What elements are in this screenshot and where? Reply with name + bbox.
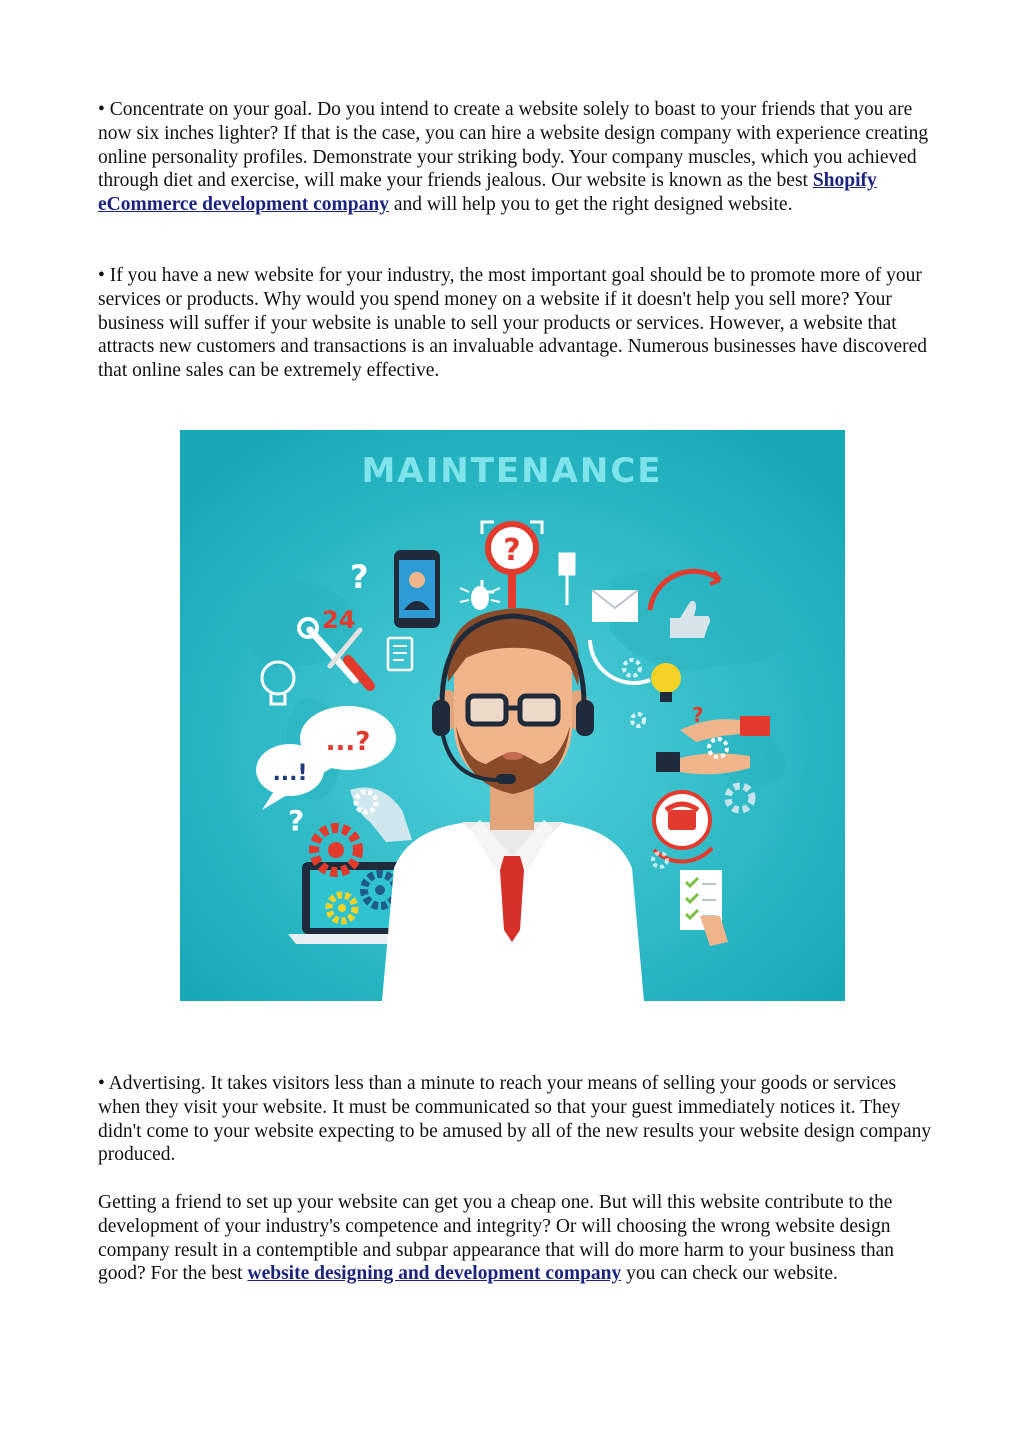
speech-bubble-question-text: ...? (325, 727, 371, 757)
magnifier-question-mark: ? (503, 533, 521, 568)
maintenance-illustration (180, 430, 845, 1001)
maintenance-title: MAINTENANCE (361, 451, 663, 491)
paragraph-cheap-text-after: you can check our website. (621, 1263, 838, 1285)
website-design-development-link[interactable]: website designing and development company (247, 1263, 622, 1285)
paragraph-cheap-website (98, 1191, 932, 1286)
paragraph-goal (98, 98, 932, 217)
paragraph-advertising: • Advertising. It takes visitors less than a minute to reach your means of selling your goods or services when they visit your website. It must be communicated so that your guest immediately notices it. They didn't come to your website expecting to be amused by all of the new results your website design company produced. (98, 1073, 932, 1166)
hands-question-mark: ? (692, 703, 704, 727)
shopify-ecommerce-link[interactable]: Shopify eCommerce development company (98, 170, 877, 216)
question-mark-lower: ? (288, 804, 305, 837)
number-24: 24 (322, 606, 356, 634)
smartphone-icon (394, 550, 440, 628)
question-mark-left: ? (350, 558, 369, 596)
speech-bubble-exclaim-text: ...! (272, 761, 308, 786)
paragraph-cheap-text-before: Getting a friend to set up your website can get you a cheap one. But will this website contribute to the development of your industry's competence and integrity? Or will choosing the wrong website design company result in a contemptible and subpar appearance that will do more harm to your business than good? For the best (98, 1192, 895, 1285)
paragraph-goal-text-after: and will help you to get the right designed website. (389, 194, 793, 216)
paragraph-promote: • If you have a new website for your industry, the most important goal should be to promote more of your services or products. Why would you spend money on a website if it doesn't help you sell more? Your business will suffer if your website is unable to sell your products or services. However, a website that attracts new customers and transactions is an invaluable advantage. Numerous businesses have discovered that online sales can be extremely effective. (98, 265, 928, 382)
paragraph-goal-text-before: • Concentrate on your goal. Do you intend to create a website solely to boast to your friends that you are now six inches lighter? If that is the case, you can hire a website design company with experience creating online personality profiles. Demonstrate your striking body. Your company muscles, which you achieved through diet and exercise, will make your friends jealous. Our website is known as the best (98, 99, 929, 192)
